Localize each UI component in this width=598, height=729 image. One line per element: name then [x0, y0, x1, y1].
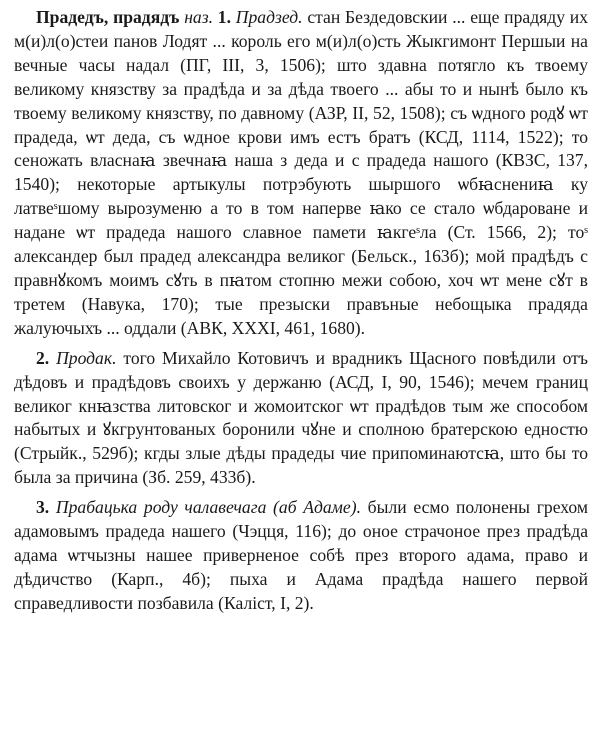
sense-gloss: Прадзед.	[235, 7, 303, 27]
dictionary-entry	[14, 6, 588, 616]
headword: Прадедъ, прадядъ	[36, 7, 180, 27]
sense-citations: стан Бездедовскии ... еще прадяду их м(и)л(о)стеи панов Лодят ... король его м(и)л(о)сть Жыкгимонт Першыи на вечные часы надал (ПГ, III, 3, 1506); што здавна потягло къ твоему великому князству за прадѣда и за дѣда твоего ... абы то и нынѣ было къ твоему великому князству, по давному (АЗР, II, 52, 1508); съ ѡдного родꙋ ѡт прадеда, ѡт деда, съ ѡдное крови имъ естъ братъ (КСД, 1114, 1522); то сеножать власнаꙗ звечнаꙗ наша з деда и с прадеда нашого (КВЗС, 137, 1540); некоторые артыкулы потрэбують шыршого ѡбꙗснениꙗ ку латвеˢшому вырозуменю а то в том наперве ꙗко се стало ѡбдароване и надане ѡт прадеда нашого славное памети ꙗкгеˢла (Ст. 1566, 2); тоˢ александер был прадед александра великог (Бельск., 163б); мой прадѣдъ с правнꙋкомъ моимъ сꙋть в пꙗтом стопню межи собою, хоч ѡт мене сꙋт в третем (Навука, 170); тые презыски правъные небощыка прадяда жалуючыхъ ... оддали (АВК, XXXI, 461, 1680).	[14, 7, 589, 338]
sense-number: 1.	[217, 7, 231, 27]
sense-citations: были есмо полонены грехом адамовымъ прадеда нашего (Чэцця, 116); до оное страчоное през прадѣда адама ѡтчызны нашее приверненое собѣ през второго адама, право и дѣдичство (Карп., 4б); пыха и Адама прадѣда нашего первой справедливости позбавила (Каліст, I, 2).	[14, 497, 588, 613]
sense-citations: того Михайло Котовичъ и врадникъ Щасного повѣдили отъ дѣдовъ и прадѣдовъ своихъ у держаню (АСД, I, 90, 1546); мечем границ великог кнꙗзства литовског и жомоитског ѡт прадѣдов тым же способом набытых и ꙋкгрунтованых боронили чꙋне и сполною братерскою едностю (Стрыйк., 529б); кгды злые дѣды прадеды чие припоминаютсꙗ, што бы то была за причина (Зб. 259, 433б).	[14, 347, 588, 488]
sense-1	[14, 6, 588, 341]
sense-2	[14, 347, 588, 490]
part-of-speech: наз.	[184, 7, 213, 27]
sense-number: 3.	[36, 497, 50, 518]
sense-number: 2.	[36, 347, 50, 368]
sense-gloss: Прабацька роду чалавечага (аб Адаме).	[55, 497, 361, 518]
sense-gloss: Продак.	[56, 347, 117, 368]
sense-3	[14, 496, 588, 616]
